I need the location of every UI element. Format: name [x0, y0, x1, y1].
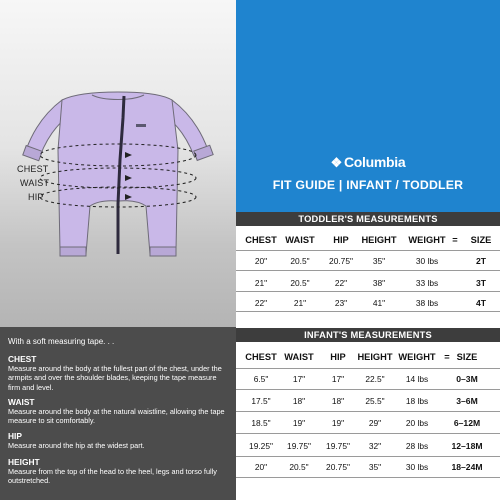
table-cell: 20": [254, 462, 268, 472]
toddler-header-cell: WEIGHT: [408, 235, 446, 245]
chest-instruction-heading: CHEST: [8, 354, 37, 364]
table-cell: 21": [293, 298, 307, 308]
table-cell: 41": [372, 298, 386, 308]
height-instruction: [8, 457, 230, 486]
table-cell: 30 lbs: [405, 462, 429, 472]
table-cell: 20.5": [290, 256, 310, 266]
infant-header-cell: CHEST: [245, 352, 277, 362]
table-row-divider: [236, 433, 500, 434]
waist-instruction-text: Measure around the body at the natural waistline, allowing the tape measure to sit comfortably.: [8, 407, 225, 426]
table-cell: 17": [292, 374, 306, 384]
table-cell: 6.5": [253, 374, 269, 384]
waist-instruction-heading: WAIST: [8, 397, 35, 407]
table-row-divider: [236, 311, 500, 312]
height-instruction-heading: HEIGHT: [8, 457, 40, 467]
table-cell: 17": [331, 374, 345, 384]
table-cell: 38": [372, 278, 386, 288]
toddler-header-cell: SIZE: [470, 235, 492, 245]
table-cell: 19": [292, 418, 306, 428]
table-cell: 19": [331, 418, 345, 428]
table-cell: 21": [254, 278, 268, 288]
fit-guide-title: FIT GUIDE | INFANT / TODDLER: [272, 178, 464, 192]
table-cell: 23": [334, 298, 348, 308]
brand-logo: [236, 154, 500, 171]
infant-header-cell: HIP: [330, 352, 346, 362]
infant-header-cell: =: [444, 352, 450, 362]
infant-header-cell: HEIGHT: [357, 352, 393, 362]
table-cell: 17.5": [251, 396, 271, 406]
table-cell: 14 lbs: [405, 374, 429, 384]
table-row: [236, 394, 500, 408]
table-cell: 22": [254, 298, 268, 308]
table-row-divider: [236, 389, 500, 390]
table-row-divider: [236, 477, 500, 478]
table-cell: 32": [368, 441, 382, 451]
table-row-divider: [236, 250, 500, 251]
hip-instruction: [8, 431, 230, 450]
table-row: [236, 296, 500, 310]
waist-diagram-label: WAIST: [20, 178, 50, 188]
table-row: [236, 416, 500, 430]
hip-instruction-text: Measure around the hip at the widest part.: [8, 441, 145, 450]
table-cell: 29": [368, 418, 382, 428]
infant-header-cell: WAIST: [284, 352, 314, 362]
hip-diagram-label: HIP: [28, 192, 44, 202]
instructions-intro: With a soft measuring tape. . .: [8, 337, 115, 346]
table-cell: 22": [334, 278, 348, 288]
table-row-divider: [236, 456, 500, 457]
table-cell: 22.5": [365, 374, 385, 384]
toddler-header-cell: =: [452, 235, 458, 245]
table-cell: 30 lbs: [415, 256, 439, 266]
table-cell: 20 lbs: [405, 418, 429, 428]
size-cell: 0–3M: [456, 374, 478, 384]
infant-header-cell: WEIGHT: [398, 352, 436, 362]
table-cell: 20.5": [290, 278, 310, 288]
infant-table-title: INFANT'S MEASUREMENTS: [236, 328, 500, 342]
size-cell: 4T: [475, 298, 487, 308]
table-cell: 18 lbs: [405, 396, 429, 406]
table-row: [236, 439, 500, 453]
measuring-instructions-panel: [0, 327, 236, 500]
toddler-table-header: [236, 233, 500, 247]
infant-header-cell: SIZE: [456, 352, 478, 362]
table-cell: 25.5": [365, 396, 385, 406]
table-row: [236, 254, 500, 268]
height-instruction-text: Measure from the top of the head to the heel, legs and torso fully outstretched.: [8, 467, 217, 486]
size-cell: 3T: [475, 278, 487, 288]
table-row: [236, 372, 500, 386]
toddler-header-cell: HIP: [333, 235, 349, 245]
table-cell: 33 lbs: [415, 278, 439, 288]
table-row-divider: [236, 270, 500, 271]
table-cell: 20.75": [326, 462, 350, 472]
chest-instruction: [8, 354, 230, 392]
table-cell: 35": [372, 256, 386, 266]
table-cell: 18": [292, 396, 306, 406]
brand-banner: [236, 0, 500, 212]
chest-instruction-text: Measure around the body at the fullest part of the chest, under the armpits and over the shoulder blades, keeping the tape measure firm and level.: [8, 364, 222, 392]
table-cell: 20.5": [289, 462, 309, 472]
table-row-divider: [236, 368, 500, 369]
table-cell: 35": [368, 462, 382, 472]
size-cell: 3–6M: [456, 396, 478, 406]
table-cell: 28 lbs: [405, 441, 429, 451]
hip-instruction-heading: HIP: [8, 431, 22, 441]
table-row: [236, 276, 500, 290]
chest-diagram-label: CHEST: [17, 164, 49, 174]
toddler-header-cell: HEIGHT: [361, 235, 397, 245]
table-cell: 38 lbs: [415, 298, 439, 308]
table-cell: 19.25": [249, 441, 273, 451]
toddler-header-cell: WAIST: [285, 235, 315, 245]
table-cell: 19.75": [287, 441, 311, 451]
size-cell: 18–24M: [451, 462, 483, 472]
table-cell: 20": [254, 256, 268, 266]
table-cell: 18.5": [251, 418, 271, 428]
table-row: [236, 460, 500, 474]
size-cell: 2T: [475, 256, 487, 266]
table-cell: 18": [331, 396, 345, 406]
infant-table-header: [236, 350, 500, 364]
toddler-table-title: TODDLER'S MEASUREMENTS: [236, 212, 500, 226]
waist-instruction: [8, 397, 230, 426]
toddler-header-cell: CHEST: [245, 235, 277, 245]
brand-name: Columbia: [343, 154, 406, 170]
garment-diagram-panel: [0, 0, 236, 327]
columbia-diamond-icon: ❖: [330, 155, 342, 170]
table-cell: 19.75": [326, 441, 350, 451]
size-cell: 12–18M: [451, 441, 483, 451]
table-row-divider: [236, 291, 500, 292]
size-cell: 6–12M: [453, 418, 481, 428]
table-row-divider: [236, 411, 500, 412]
table-cell: 20.75": [329, 256, 353, 266]
